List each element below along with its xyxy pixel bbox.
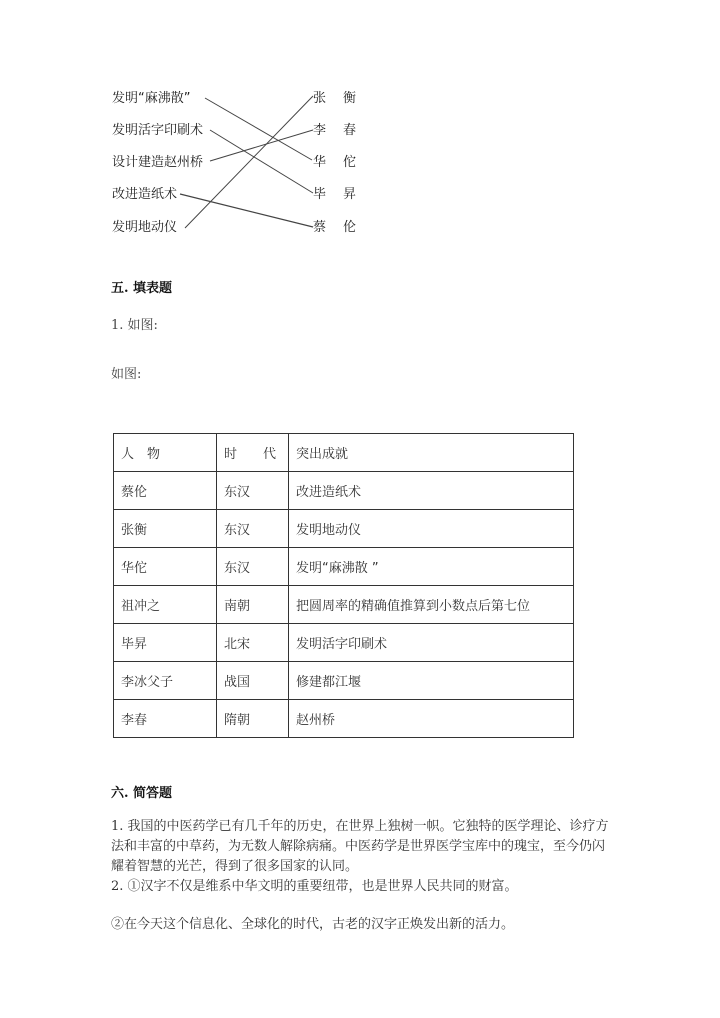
connection-line-printing-bisheng bbox=[210, 130, 313, 193]
right-item-bisheng bbox=[313, 187, 359, 203]
cell-era: 东汉 bbox=[217, 548, 289, 586]
cell-person: 蔡伦 bbox=[114, 472, 217, 510]
section-title-short-answer: 六. 简答题 bbox=[111, 786, 173, 801]
short-answers bbox=[111, 817, 611, 935]
right-item-lichun bbox=[313, 123, 359, 139]
cell-person: 李春 bbox=[114, 700, 217, 738]
table-row bbox=[114, 510, 574, 548]
name-char: 李 bbox=[313, 123, 327, 138]
right-item-zhangheng bbox=[313, 91, 359, 107]
table-row bbox=[114, 548, 574, 586]
connection-line-bridge-lichun bbox=[210, 130, 313, 161]
left-item-mafeisan: 发明“麻沸散” bbox=[112, 91, 191, 106]
connection-line-paper-cailun bbox=[180, 194, 313, 227]
name-char: 衡 bbox=[343, 91, 357, 106]
cell-person: 华佗 bbox=[114, 548, 217, 586]
left-item-bridge: 设计建造赵州桥 bbox=[112, 155, 204, 170]
name-char: 蔡 bbox=[313, 220, 327, 235]
name-char: 毕 bbox=[313, 187, 327, 202]
name-char: 春 bbox=[343, 123, 357, 138]
cell-era: 战国 bbox=[217, 662, 289, 700]
cell-era: 东汉 bbox=[217, 510, 289, 548]
cell-era: 隋朝 bbox=[217, 700, 289, 738]
cell-achievement: 把圆周率的精确值推算到小数点后第七位 bbox=[289, 586, 574, 624]
answer-1: 1. 我国的中医药学已有几千年的历史，在世界上独树一帜。它独特的医学理论、诊疗方法和丰富的中草药，为无数人解除病痛。中医药学是世界医学宝库中的瑰宝，至今仍闪耀着智慧的光芒，得到了很多国家的认同。 bbox=[111, 819, 609, 874]
left-item-seismograph: 发明地动仪 bbox=[112, 220, 178, 235]
cell-achievement: 发明活字印刷术 bbox=[289, 624, 574, 662]
cell-person: 毕昇 bbox=[114, 624, 217, 662]
connection-line-seismograph-zhangheng bbox=[185, 96, 313, 228]
right-item-cailun bbox=[313, 220, 359, 236]
name-char: 伦 bbox=[343, 220, 357, 235]
cell-achievement: 发明“麻沸散 ” bbox=[289, 548, 574, 586]
matching-exercise bbox=[0, 0, 720, 260]
cell-achievement: 发明地动仪 bbox=[289, 510, 574, 548]
answer-2-part-1: 2. ①汉字不仅是维系中华文明的重要纽带，也是世界人民共同的财富。 bbox=[111, 879, 518, 894]
table-row bbox=[114, 624, 574, 662]
table-row bbox=[114, 662, 574, 700]
cell-era: 南朝 bbox=[217, 586, 289, 624]
cell-person: 祖冲之 bbox=[114, 586, 217, 624]
header-era: 时 代 bbox=[217, 434, 289, 472]
cell-achievement: 修建都江堰 bbox=[289, 662, 574, 700]
table-row bbox=[114, 700, 574, 738]
cell-achievement: 赵州桥 bbox=[289, 700, 574, 738]
table-row bbox=[114, 472, 574, 510]
connection-line-mafeisan-huatuo bbox=[205, 98, 312, 160]
left-item-paper: 改进造纸术 bbox=[112, 187, 178, 202]
left-item-printing: 发明活字印刷术 bbox=[112, 123, 204, 138]
table-row bbox=[114, 586, 574, 624]
right-item-huatuo bbox=[313, 155, 359, 171]
cell-achievement: 改进造纸术 bbox=[289, 472, 574, 510]
section-title-fill-table: 五. 填表题 bbox=[111, 281, 173, 296]
name-char: 佗 bbox=[343, 155, 357, 170]
cell-person: 张衡 bbox=[114, 510, 217, 548]
connection-lines bbox=[0, 0, 720, 260]
name-char: 华 bbox=[313, 155, 327, 170]
cell-person: 李冰父子 bbox=[114, 662, 217, 700]
table-header-row bbox=[114, 434, 574, 472]
question-1-label: 1. 如图: bbox=[111, 318, 158, 333]
header-person: 人 物 bbox=[114, 434, 217, 472]
name-char: 昇 bbox=[343, 187, 357, 202]
answer-2-part-2: ②在今天这个信息化、全球化的时代，古老的汉字正焕发出新的活力。 bbox=[111, 917, 515, 932]
history-figures-table bbox=[113, 433, 574, 738]
cell-era: 东汉 bbox=[217, 472, 289, 510]
cell-era: 北宋 bbox=[217, 624, 289, 662]
name-char: 张 bbox=[313, 91, 327, 106]
answer-label: 如图: bbox=[111, 367, 142, 382]
header-achievement: 突出成就 bbox=[289, 434, 574, 472]
